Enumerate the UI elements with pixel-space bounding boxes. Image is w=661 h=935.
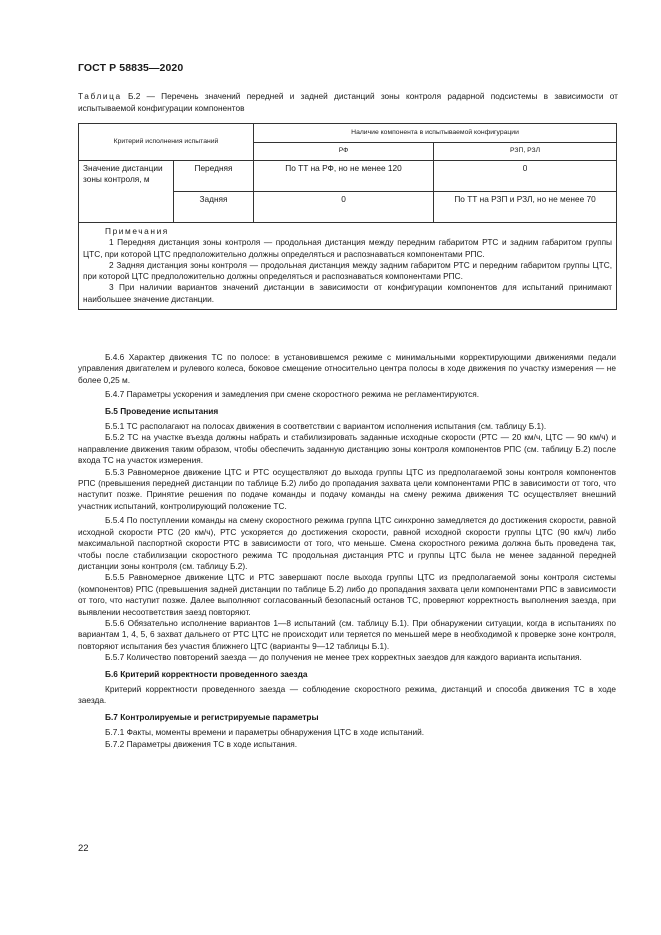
note-item: 3 При наличии вариантов значений дистанции в зависимости от конфигурации компонентов для испытаний принимают наибольшее значение дистанции. xyxy=(83,282,613,304)
caption-label: Таблица xyxy=(78,91,122,101)
table-header-row xyxy=(79,124,617,143)
cell-front-rf: По ТТ на РФ, но не менее 120 xyxy=(254,161,434,192)
paragraph-b57: Б.5.7 Количество повторений заезда — до получения не менее трех корректных заездов для каждого варианта испытания. xyxy=(105,652,582,663)
cell-rear-rf: 0 xyxy=(254,192,434,223)
paragraph-b51: Б.5.1 ТС располагают на полосах движения в соответствии с вариантом исполнения испытания (см. таблицу Б.1). xyxy=(105,421,547,432)
caption-text: Б.2 — Перечень значений передней и задней дистанций зоны контроля радарной подсистемы в зависимости от испытываемой конфигурации компонентов xyxy=(78,91,618,113)
row-label-rear: Задняя xyxy=(174,192,254,223)
page-number: 22 xyxy=(78,843,89,854)
paragraph-b71: Б.7.1 Факты, моменты времени и параметры обнаружения ЦТС в ходе испытаний. xyxy=(105,727,425,738)
header-rf: РФ xyxy=(254,142,434,161)
section-heading-b6: Б.6 Критерий корректности проведенного заезда xyxy=(105,668,308,679)
paragraph-b54: Б.5.4 По поступлении команды на смену скоростного режима группа ЦТС синхронно замедляется до достижения скорости, равной исходной скорости РТС (20 км/ч), РТС ускоряется до достижения скорости, равной исходной скорости группы ЦТС (90 км/ч) либо максимальной паспортной скорости РТС в зависимости от того, что меньше. Смена скоростного режима должна быть проведена так, чтобы после стабилизации скоростного режима ТС продольная дистанция РТС и группы ЦТС была не менее заданной передней дистанции зоны контроля (см. таблицу Б.2). xyxy=(78,515,616,571)
paragraph-b52: Б.5.2 ТС на участке въезда должны набрать и стабилизировать заданные исходные скорости (РТС — 20 км/ч, ЦТС — 90 км/ч) и направление движения таким образом, чтобы обеспечить заданную дистанцию зоны контроля компонентов РПС (см. таблицу Б.2) после входа ТС на участок измерения. xyxy=(78,432,616,466)
table-caption xyxy=(78,90,618,114)
paragraph-b53: Б.5.3 Равномерное движение ЦТС и РТС осуществляют до выхода группы ЦТС из предполагаемой зоны контроля компонентов РПС (превышения передней дистанции по таблице Б.2) либо до пропадания захвата цели компонентами РПС в зависимости от того, что наступит позже. Принятие решения по подаче команды и подачу команды на смену режима движения ТС осуществляет внешний участник испытаний, контролирующий положение ТС. xyxy=(78,466,616,511)
paragraph-b47: Б.4.7 Параметры ускорения и замедления при смене скоростного режима не регламентируются. xyxy=(105,389,480,400)
note-item: 1 Передняя дистанция зоны контроля — продольная дистанция между передним габаритом РТС и задним габаритом группы ЦТС, при которой ЦТС предположительно должны определяться и распознаваться компонентами РПС. xyxy=(83,237,613,259)
cell-front-rzp: 0 xyxy=(434,161,617,192)
header-presence: Наличие компонента в испытываемой конфигурации xyxy=(254,124,617,143)
paragraph-b46: Б.4.6 Характер движения ТС по полосе: в установившемся режиме с минимальными корректирующими движениями педали управления двигателем и рулевого колеса, боковое смещение относительно центра полосы в ходе движения по участку измерения — не более 0,25 м. xyxy=(78,352,616,385)
notes-row xyxy=(79,223,617,310)
distance-table xyxy=(78,123,617,310)
section-heading-b5: Б.5 Проведение испытания xyxy=(105,405,219,416)
section-heading-b7: Б.7 Контролируемые и регистрируемые параметры xyxy=(105,711,319,722)
header-criterion: Критерий исполнения испытаний xyxy=(79,124,254,161)
notes-title: Примечания xyxy=(105,226,169,236)
header-rzp: РЗП, РЗЛ xyxy=(434,142,617,161)
row-group-label: Значение дистанции зоны контроля, м xyxy=(79,161,174,223)
paragraph-b55: Б.5.5 Равномерное движение ЦТС и РТС завершают после выхода группы ЦТС из предполагаемой зоны контроля системы (компонентов) РПС (превышения задней дистанции по таблице Б.2) либо до пропадания захвата цели компонентами РПС в зависимости от того, что наступит позже. Далее выполняют согласованный безопасный останов ТС, проверяют корректность выполнения заезда, при выявлении несоответствия заезд повторяют. xyxy=(78,572,616,617)
paragraph-b6: Критерий корректности проведенного заезда — соблюдение скоростного режима, дистанций и способа движения ТС в ходе заезда. xyxy=(78,683,616,706)
paragraph-b56: Б.5.6 Обязательно исполнение вариантов 1—8 испытаний (см. таблицу Б.1). При обнаружении ситуации, когда в испытаниях по вариантам 1, 4, 5, 6 захват дальнего от РТС ЦТС не происходит или теряется по меньшей мере в необходимой к проверке зоне контроля, повторяют испытания без участия ближнего ЦТС (варианты 9—12 таблицы Б.1). xyxy=(78,617,616,651)
note-item: 2 Задняя дистанция зоны контроля — продольная дистанция между задним габаритом РТС и передним габаритом группы ЦТС, при которой ЦТС предположительно должны определяться и распознаваться компонентами РПС. xyxy=(83,259,613,282)
standard-header: ГОСТ Р 58835—2020 xyxy=(78,62,184,74)
table-row xyxy=(79,161,617,192)
body-text xyxy=(78,352,616,750)
cell-rear-rzp: По ТТ на РЗП и РЗЛ, но не менее 70 xyxy=(434,192,617,223)
notes-cell xyxy=(79,223,617,310)
paragraph-b72: Б.7.2 Параметры движения ТС в ходе испытания. xyxy=(105,738,298,749)
row-label-front: Передняя xyxy=(174,161,254,192)
